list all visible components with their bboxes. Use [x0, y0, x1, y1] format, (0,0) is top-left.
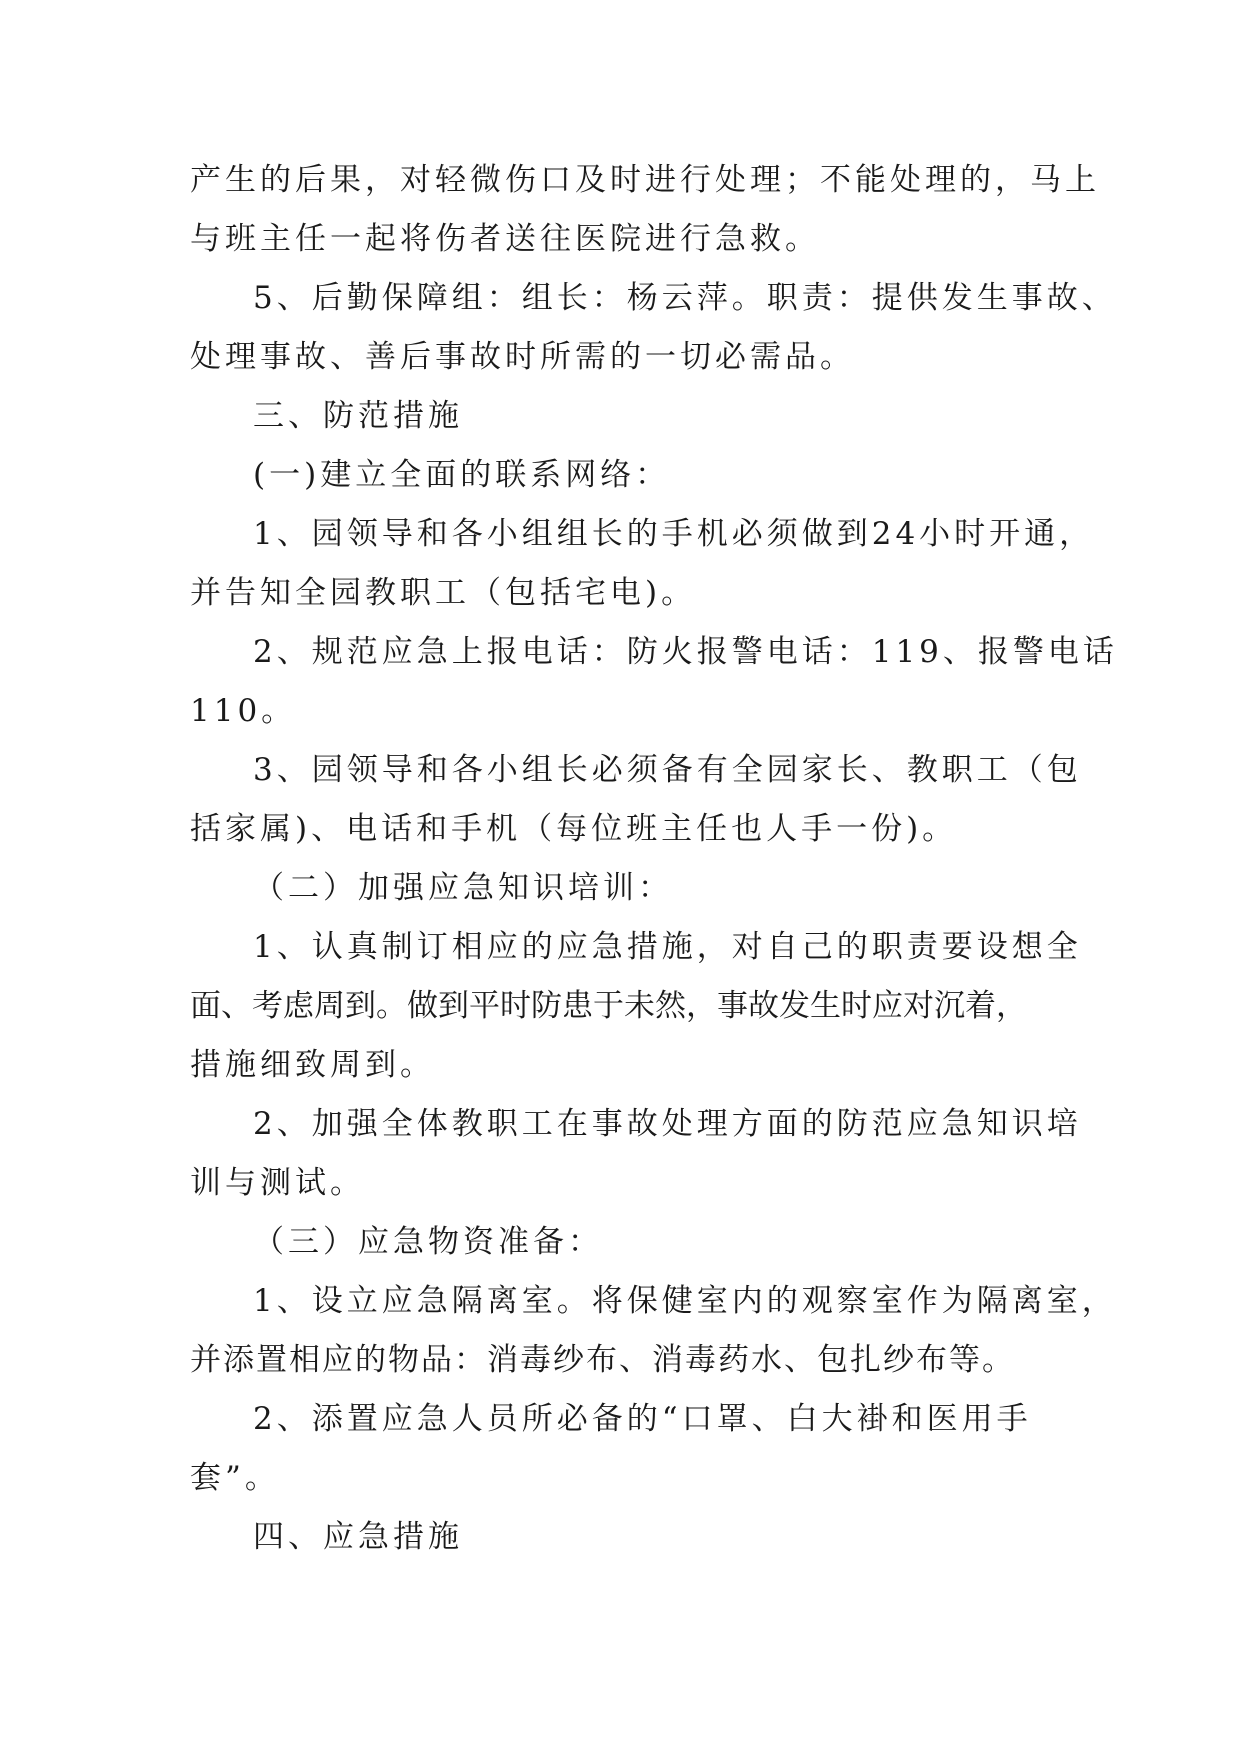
text-line: 并告知全园教职工（包括宅电)。	[190, 575, 697, 611]
text-line: 并添置相应的物品：消毒纱布、消毒药水、包扎纱布等。	[190, 1342, 1015, 1378]
text-line: 110。	[190, 693, 297, 729]
text-line: 与班主任一起将伤者送往医院进行急救。	[190, 221, 820, 257]
text-line: 训与测试。	[190, 1165, 365, 1201]
text-line: 3、园领导和各小组长必须备有全园家长、教职工（包	[253, 752, 1082, 788]
text-line: 2、加强全体教职工在事故处理方面的防范应急知识培	[253, 1106, 1082, 1142]
section-heading: 三、防范措施	[253, 398, 463, 434]
text-line: 处理事故、善后事故时所需的一切必需品。	[190, 339, 855, 375]
text-line: 括家属)、电话和手机（每位班主任也人手一份)。	[190, 811, 958, 847]
text-line: 2、规范应急上报电话：防火报警电话：119、报警电话	[253, 634, 1118, 670]
text-line: 1、设立应急隔离室。将保健室内的观察室作为隔离室，	[253, 1283, 1117, 1319]
subsection-heading: （三）应急物资准备：	[253, 1224, 603, 1260]
text-line: 2、添置应急人员所必备的“口罩、白大褂和医用手	[253, 1401, 1032, 1437]
text-line: 1、园领导和各小组组长的手机必须做到24小时开通，	[253, 516, 1095, 552]
text-line: 5、后勤保障组：组长：杨云萍。职责：提供发生事故、	[253, 280, 1117, 316]
text-line: 1、认真制订相应的应急措施，对自己的职责要设想全	[253, 929, 1082, 965]
subsection-heading: （二）加强应急知识培训：	[253, 870, 673, 906]
text-line: 套”。	[190, 1460, 280, 1496]
subsection-heading: (一)建立全面的联系网络：	[253, 457, 671, 493]
section-heading: 四、应急措施	[253, 1519, 463, 1555]
text-line: 面、考虑周到。做到平时防患于未然，事故发生时应对沉着，	[190, 988, 1027, 1024]
text-line: 措施细致周到。	[190, 1047, 435, 1083]
text-line: 产生的后果，对轻微伤口及时进行处理；不能处理的，马上	[190, 162, 1100, 198]
